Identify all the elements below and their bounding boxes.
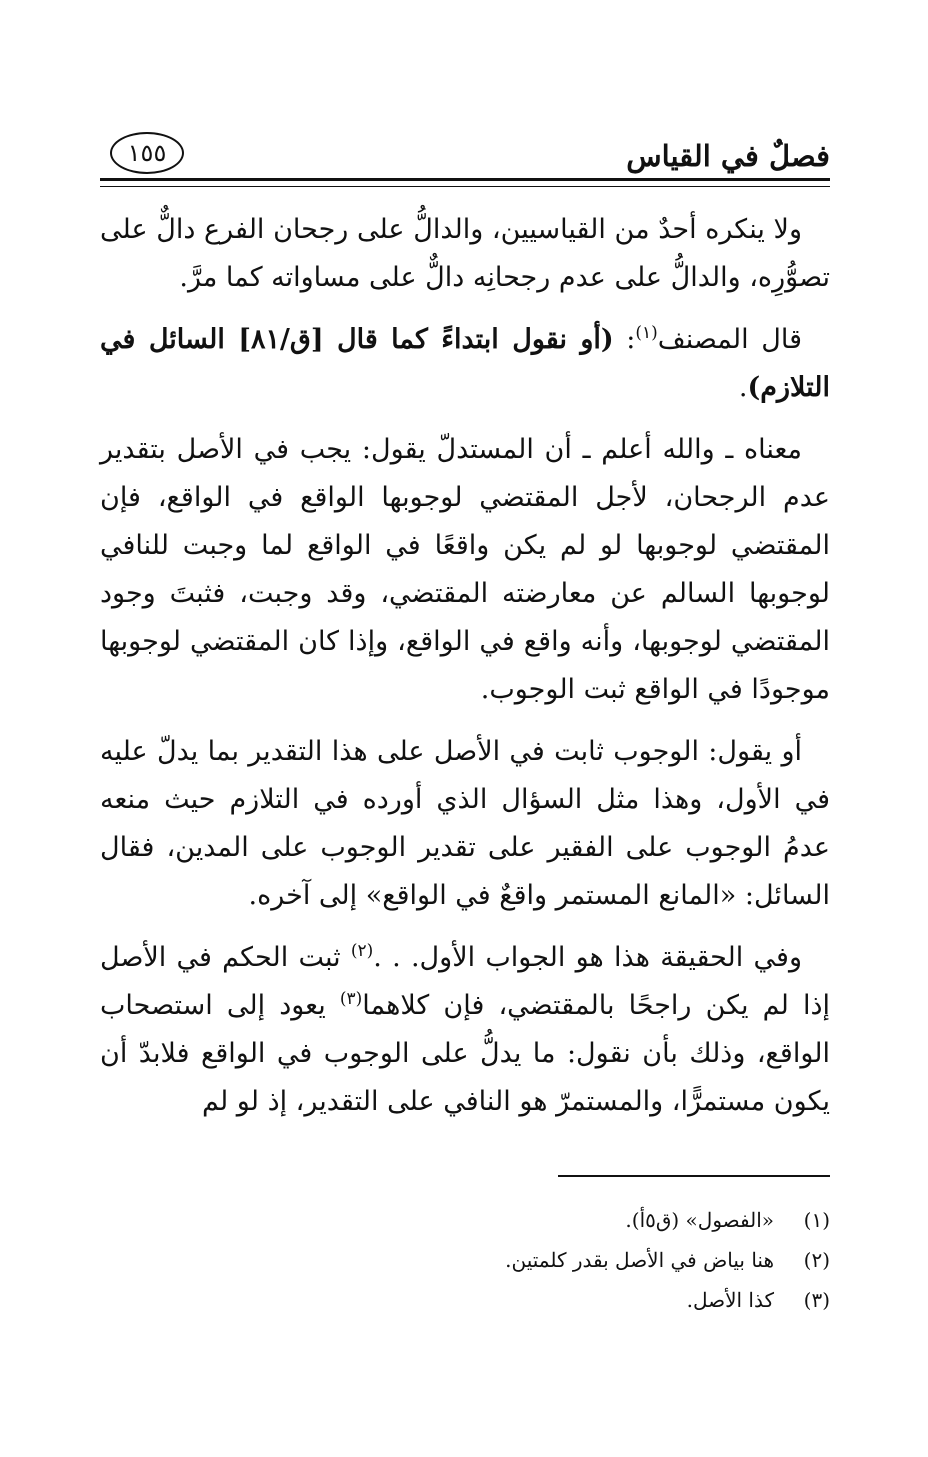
footnote-number: (٢) [803, 1248, 830, 1272]
paragraph-5-part-b: ثبت الحكم في الأصل إذا لم يكن راجحًا بالمقتضي، فإن كلاهما [100, 942, 830, 1021]
paragraph-5-part-c: يعود إلى استصحاب الواقع، وذلك بأن نقول: ما يدلُّ على الوجوب في الواقع فلابدّ أن يكون مستمرًّا، والمستمرّ هو النافي على التقدير، إذ لو لم [100, 990, 830, 1117]
paragraph-2-colon: : [613, 324, 636, 355]
header-rule [100, 178, 830, 187]
running-head: فصلٌ في القياس [626, 139, 830, 173]
footnotes [100, 1200, 830, 1320]
footnote-item [100, 1240, 830, 1280]
footnote-ref-1: (١) [635, 323, 658, 343]
footnote-ref-2: (٢) [350, 941, 374, 961]
paragraph-2-end: . [738, 372, 748, 403]
footnote-text: هنا بياض في الأصل بقدر كلمتين. [505, 1248, 774, 1272]
book-page [100, 0, 830, 1457]
footnote-number: (١) [803, 1208, 830, 1232]
paragraph-2 [100, 316, 830, 412]
page-header [100, 128, 830, 180]
footnote-item [100, 1200, 830, 1240]
page-number: ١٥٥ [110, 132, 184, 174]
footnote-item [100, 1280, 830, 1320]
paragraph-1: ولا ينكره أحدٌ من القياسيين، والدالُّ على رجحان الفرع دالٌّ على تصوُّرِه، والدالُّ على عدم رجحانِه دالٌّ على مساواته كما مرَّ. [100, 214, 830, 293]
paragraph-3: معناه ـ والله أعلم ـ أن المستدلّ يقول: يجب في الأصل بتقدير عدم الرجحان، لأجل المقتضي لوجوبها الواقع في الواقع، فإن المقتضي لوجوبها لو لم يكن واقعًا في الواقع لما وجبت للنافي لوجوبها السالم عن معارضته المقتضي، وقد وجبت، فثبتَ وجود المقتضي لوجوبها، وأنه واقع في الواقع، وإذا كان المقتضي لوجوبها موجودًا في الواقع ثبت الوجوب. [100, 434, 830, 705]
paragraph-2-lead: قال المصنف [657, 324, 802, 355]
quoted-text: (أو نقول ابتداءً كما قال [ق/٨١] السائل في التلازم) [100, 324, 830, 403]
main-text [100, 206, 830, 1140]
footnote-rule [558, 1175, 830, 1177]
footnote-text: «الفصول» (ق٥أ). [625, 1208, 774, 1232]
paragraph-5 [100, 934, 830, 1126]
footnote-number: (٣) [803, 1288, 830, 1312]
footnote-text: كذا الأصل. [686, 1288, 774, 1312]
paragraph-4: أو يقول: الوجوب ثابت في الأصل على هذا التقدير بما يدلّ عليه في الأول، وهذا مثل السؤال الذي أورده في التلازم حيث منعه عدمُ الوجوب على الفقير على تقدير الوجوب على المدين، فقال السائل: «المانع المستمر واقعٌ في الواقع» إلى آخره. [100, 736, 830, 911]
paragraph-5-part-a: وفي الحقيقة هذا هو الجواب الأول. . . [373, 942, 802, 973]
footnote-ref-3: (٣) [339, 989, 363, 1009]
